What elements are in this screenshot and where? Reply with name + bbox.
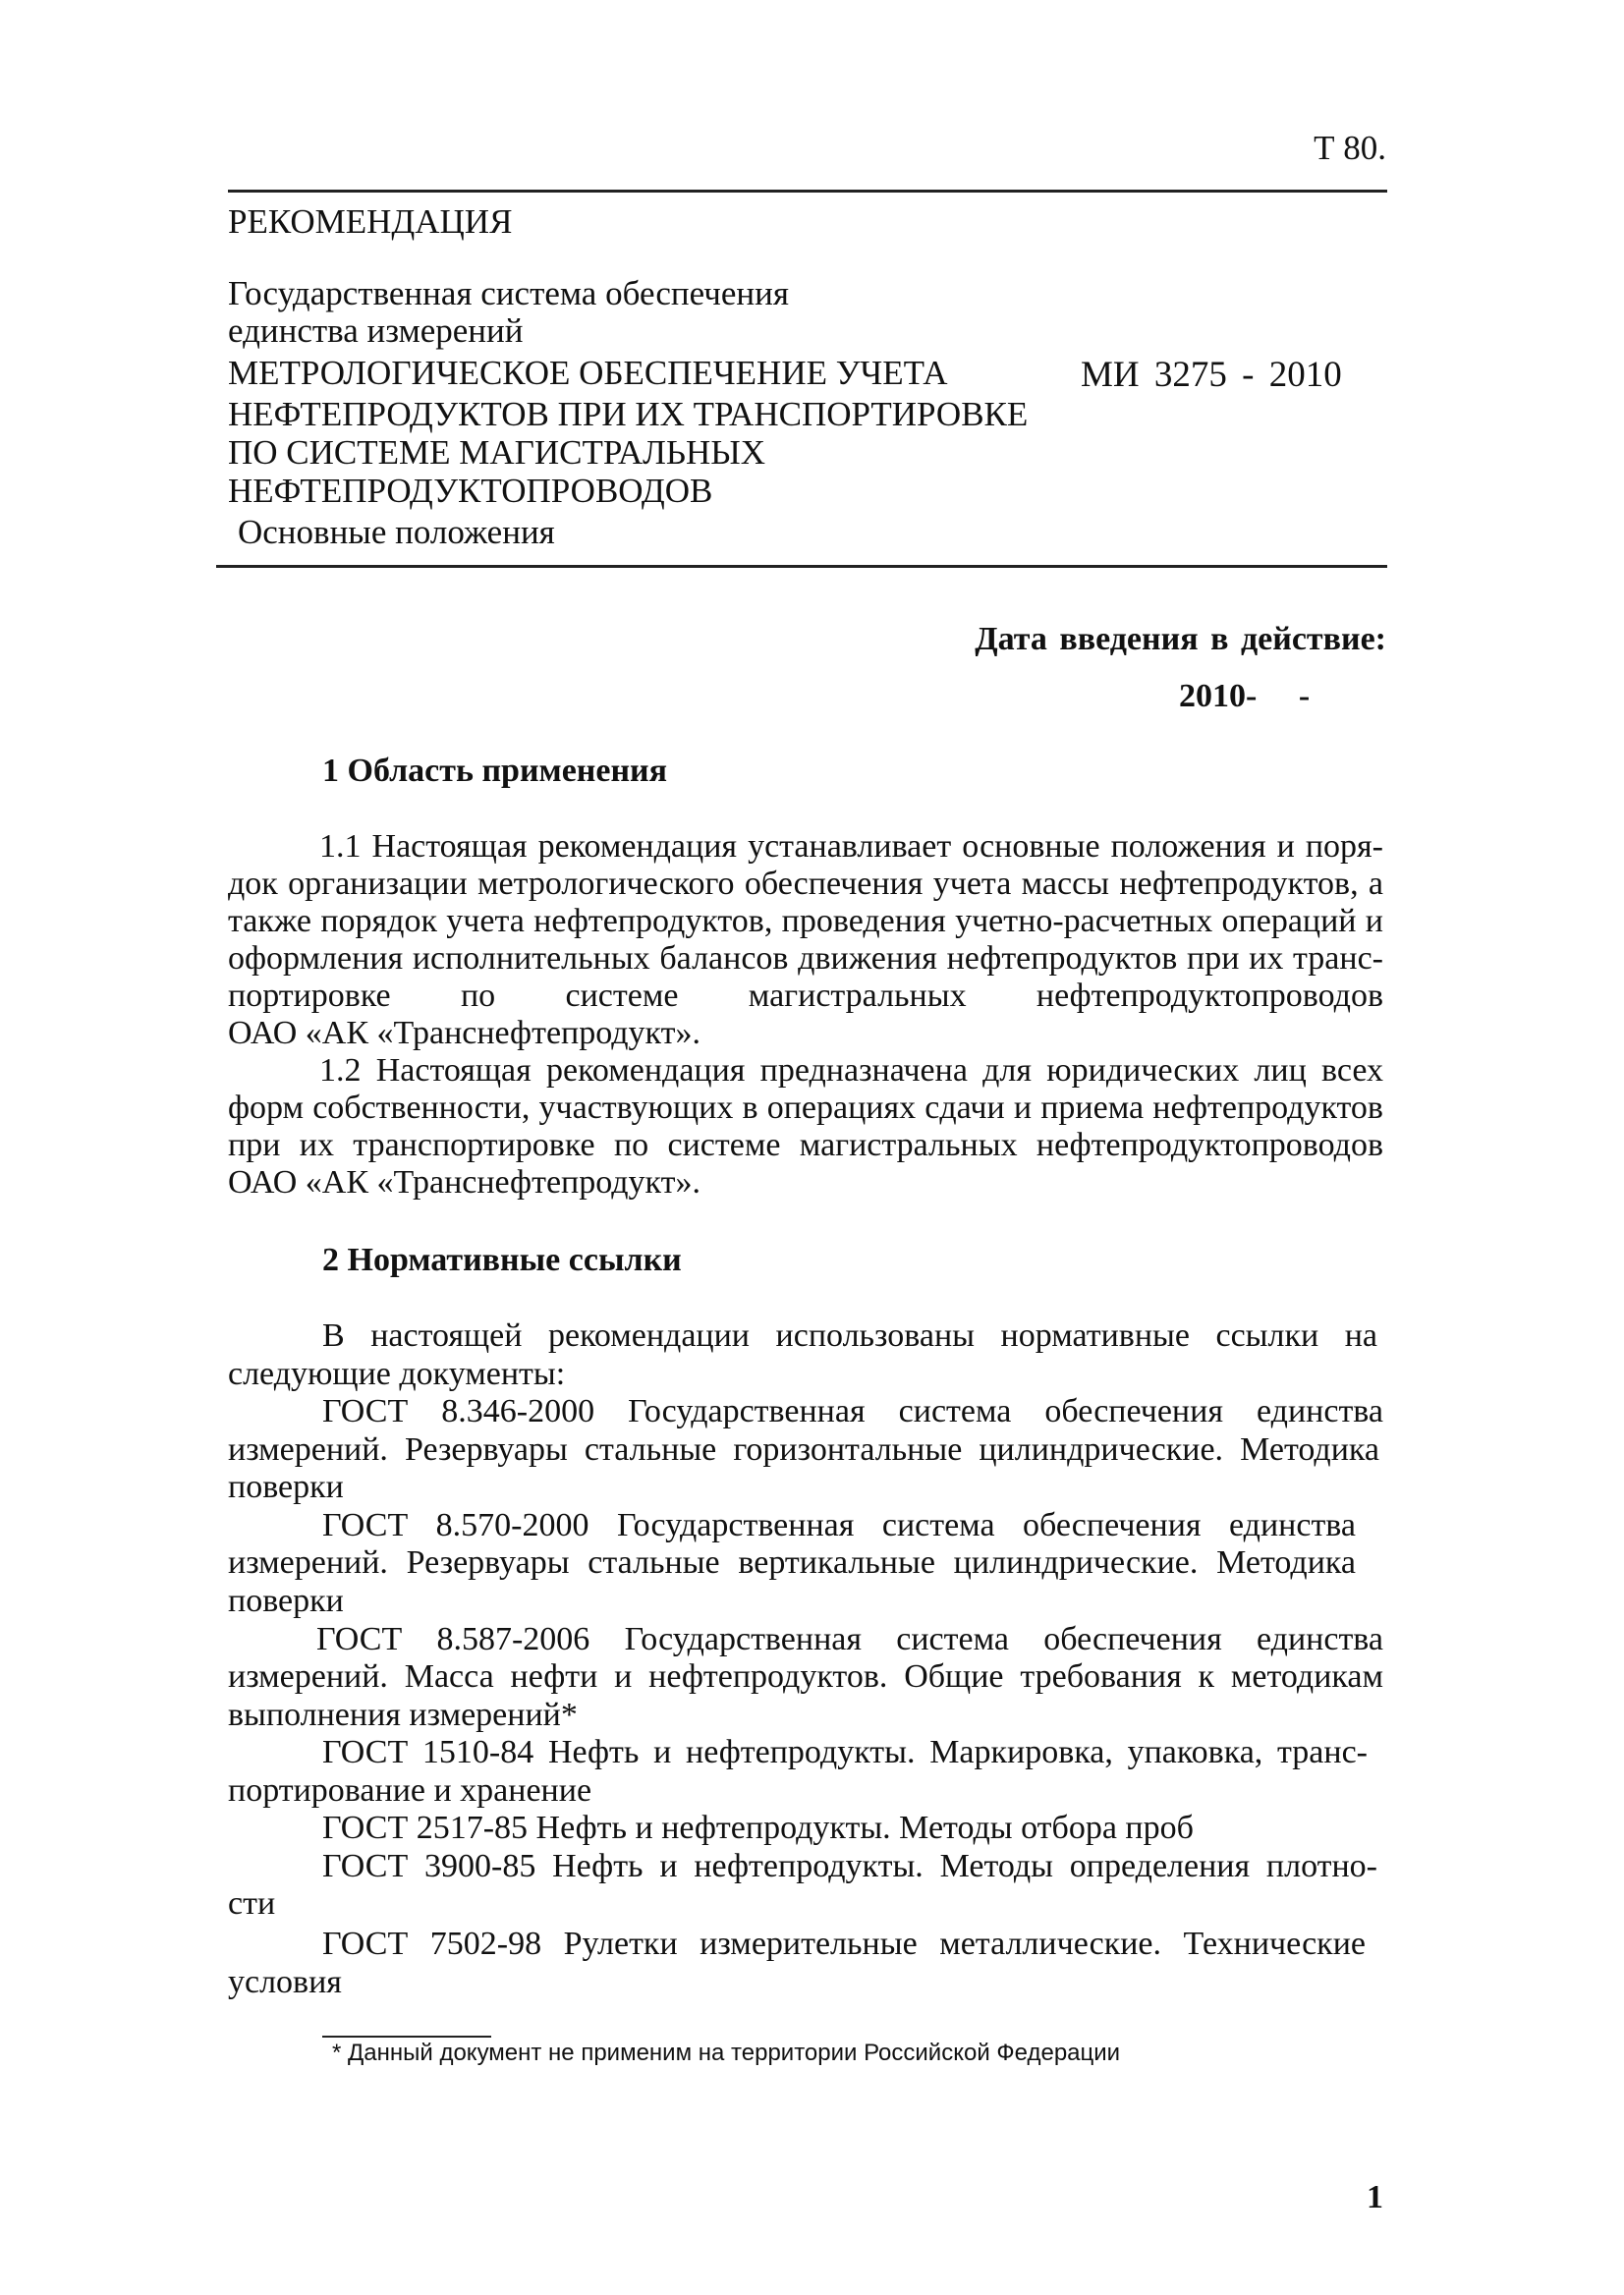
section2-heading: 2 Нормативные ссылки xyxy=(322,1242,682,1278)
s1-line-6: ОАО «АК «Транснефтепродукт». xyxy=(228,1015,700,1051)
s2-line-13: портирование и хранение xyxy=(228,1772,592,1809)
s1-line-10: ОАО «АК «Транснефтепродукт». xyxy=(228,1164,700,1201)
s2-line-2: следующие документы: xyxy=(228,1356,566,1392)
s1-line-2: док организации метрологического обеспечения учета массы нефтепродуктов, а xyxy=(228,866,1383,902)
s2-line-8: поверки xyxy=(228,1583,344,1619)
title-line-1: МЕТРОЛОГИЧЕСКОЕ ОБЕСПЕЧЕНИЕ УЧЕТА xyxy=(228,354,948,392)
s2-line-17: ГОСТ 7502-98 Рулетки измерительные металлические. Технические xyxy=(322,1926,1366,1962)
s1-line-8: форм собственности, участвующих в операциях сдачи и приема нефтепродуктов xyxy=(228,1090,1383,1126)
s1-line-5: портировке по системе магистральных нефтепродуктопроводов xyxy=(228,978,1383,1014)
s2-line-16: сти xyxy=(228,1885,276,1922)
s2-line-5: поверки xyxy=(228,1469,344,1505)
doc-number: МИ 3275 - 2010 xyxy=(1081,355,1342,395)
doc-type: РЕКОМЕНДАЦИЯ xyxy=(228,202,513,241)
title-line-3: ПО СИСТЕМЕ МАГИСТРАЛЬНЫХ xyxy=(228,433,766,472)
s1-line-9: при их транспортировке по системе магистральных нефтепродуктопроводов xyxy=(228,1127,1383,1163)
s2-line-3: ГОСТ 8.346-2000 Государственная система обеспечения единства xyxy=(322,1393,1383,1429)
s2-line-7: измерений. Резервуары стальные вертикальные цилиндрические. Методика xyxy=(228,1544,1356,1581)
s2-line-12: ГОСТ 1510-84 Нефть и нефтепродукты. Маркировка, упаковка, транс- xyxy=(322,1734,1368,1770)
system-line-2: единства измерений xyxy=(228,311,524,350)
footnote: * Данный документ не применим на территории Российской Федерации xyxy=(332,2040,1121,2066)
title-line-4: НЕФТЕПРОДУКТОПРОВОДОВ xyxy=(228,472,713,510)
s2-line-14: ГОСТ 2517-85 Нефть и нефтепродукты. Методы отбора проб xyxy=(322,1810,1194,1846)
s1-line-7: 1.2 Настоящая рекомендация предназначена для юридических лиц всех xyxy=(319,1052,1383,1089)
s2-line-10: измерений. Масса нефти и нефтепродуктов. Общие требования к методикам xyxy=(228,1658,1383,1695)
section1-heading: 1 Область применения xyxy=(322,753,668,789)
top-divider xyxy=(228,190,1387,193)
footnote-divider xyxy=(322,2036,491,2038)
effective-date: 2010- - xyxy=(1179,678,1311,714)
s2-line-11: выполнения измерений* xyxy=(228,1697,578,1733)
s2-line-9: ГОСТ 8.587-2006 Государственная система обеспечения единства xyxy=(316,1621,1383,1657)
s2-line-1: В настоящей рекомендации использованы нормативные ссылки на xyxy=(322,1317,1377,1354)
s1-line-4: оформления исполнительных балансов движения нефтепродуктов при их транс- xyxy=(228,940,1383,977)
s2-line-4: измерений. Резервуары стальные горизонтальные цилиндрические. Методика xyxy=(228,1431,1379,1468)
title-line-2: НЕФТЕПРОДУКТОВ ПРИ ИХ ТРАНСПОРТИРОВКЕ xyxy=(228,395,1029,433)
s2-line-15: ГОСТ 3900-85 Нефть и нефтепродукты. Методы определения плотно- xyxy=(322,1848,1377,1884)
page-number: 1 xyxy=(1367,2179,1383,2215)
s2-line-6: ГОСТ 8.570-2000 Государственная система обеспечения единства xyxy=(322,1507,1356,1543)
s1-line-3: также порядок учета нефтепродуктов, проведения учетно-расчетных операций и xyxy=(228,903,1383,939)
s2-line-18: условия xyxy=(228,1964,342,2000)
doc-code: Т 80. xyxy=(1314,129,1386,167)
subtitle: Основные положения xyxy=(238,513,555,551)
system-line-1: Государственная система обеспечения xyxy=(228,274,789,312)
s1-line-1: 1.1 Настоящая рекомендация устанавливает основные положения и поря- xyxy=(319,828,1383,865)
header-bottom-divider xyxy=(216,565,1387,568)
effective-label: Дата введения в действие: xyxy=(975,621,1386,657)
